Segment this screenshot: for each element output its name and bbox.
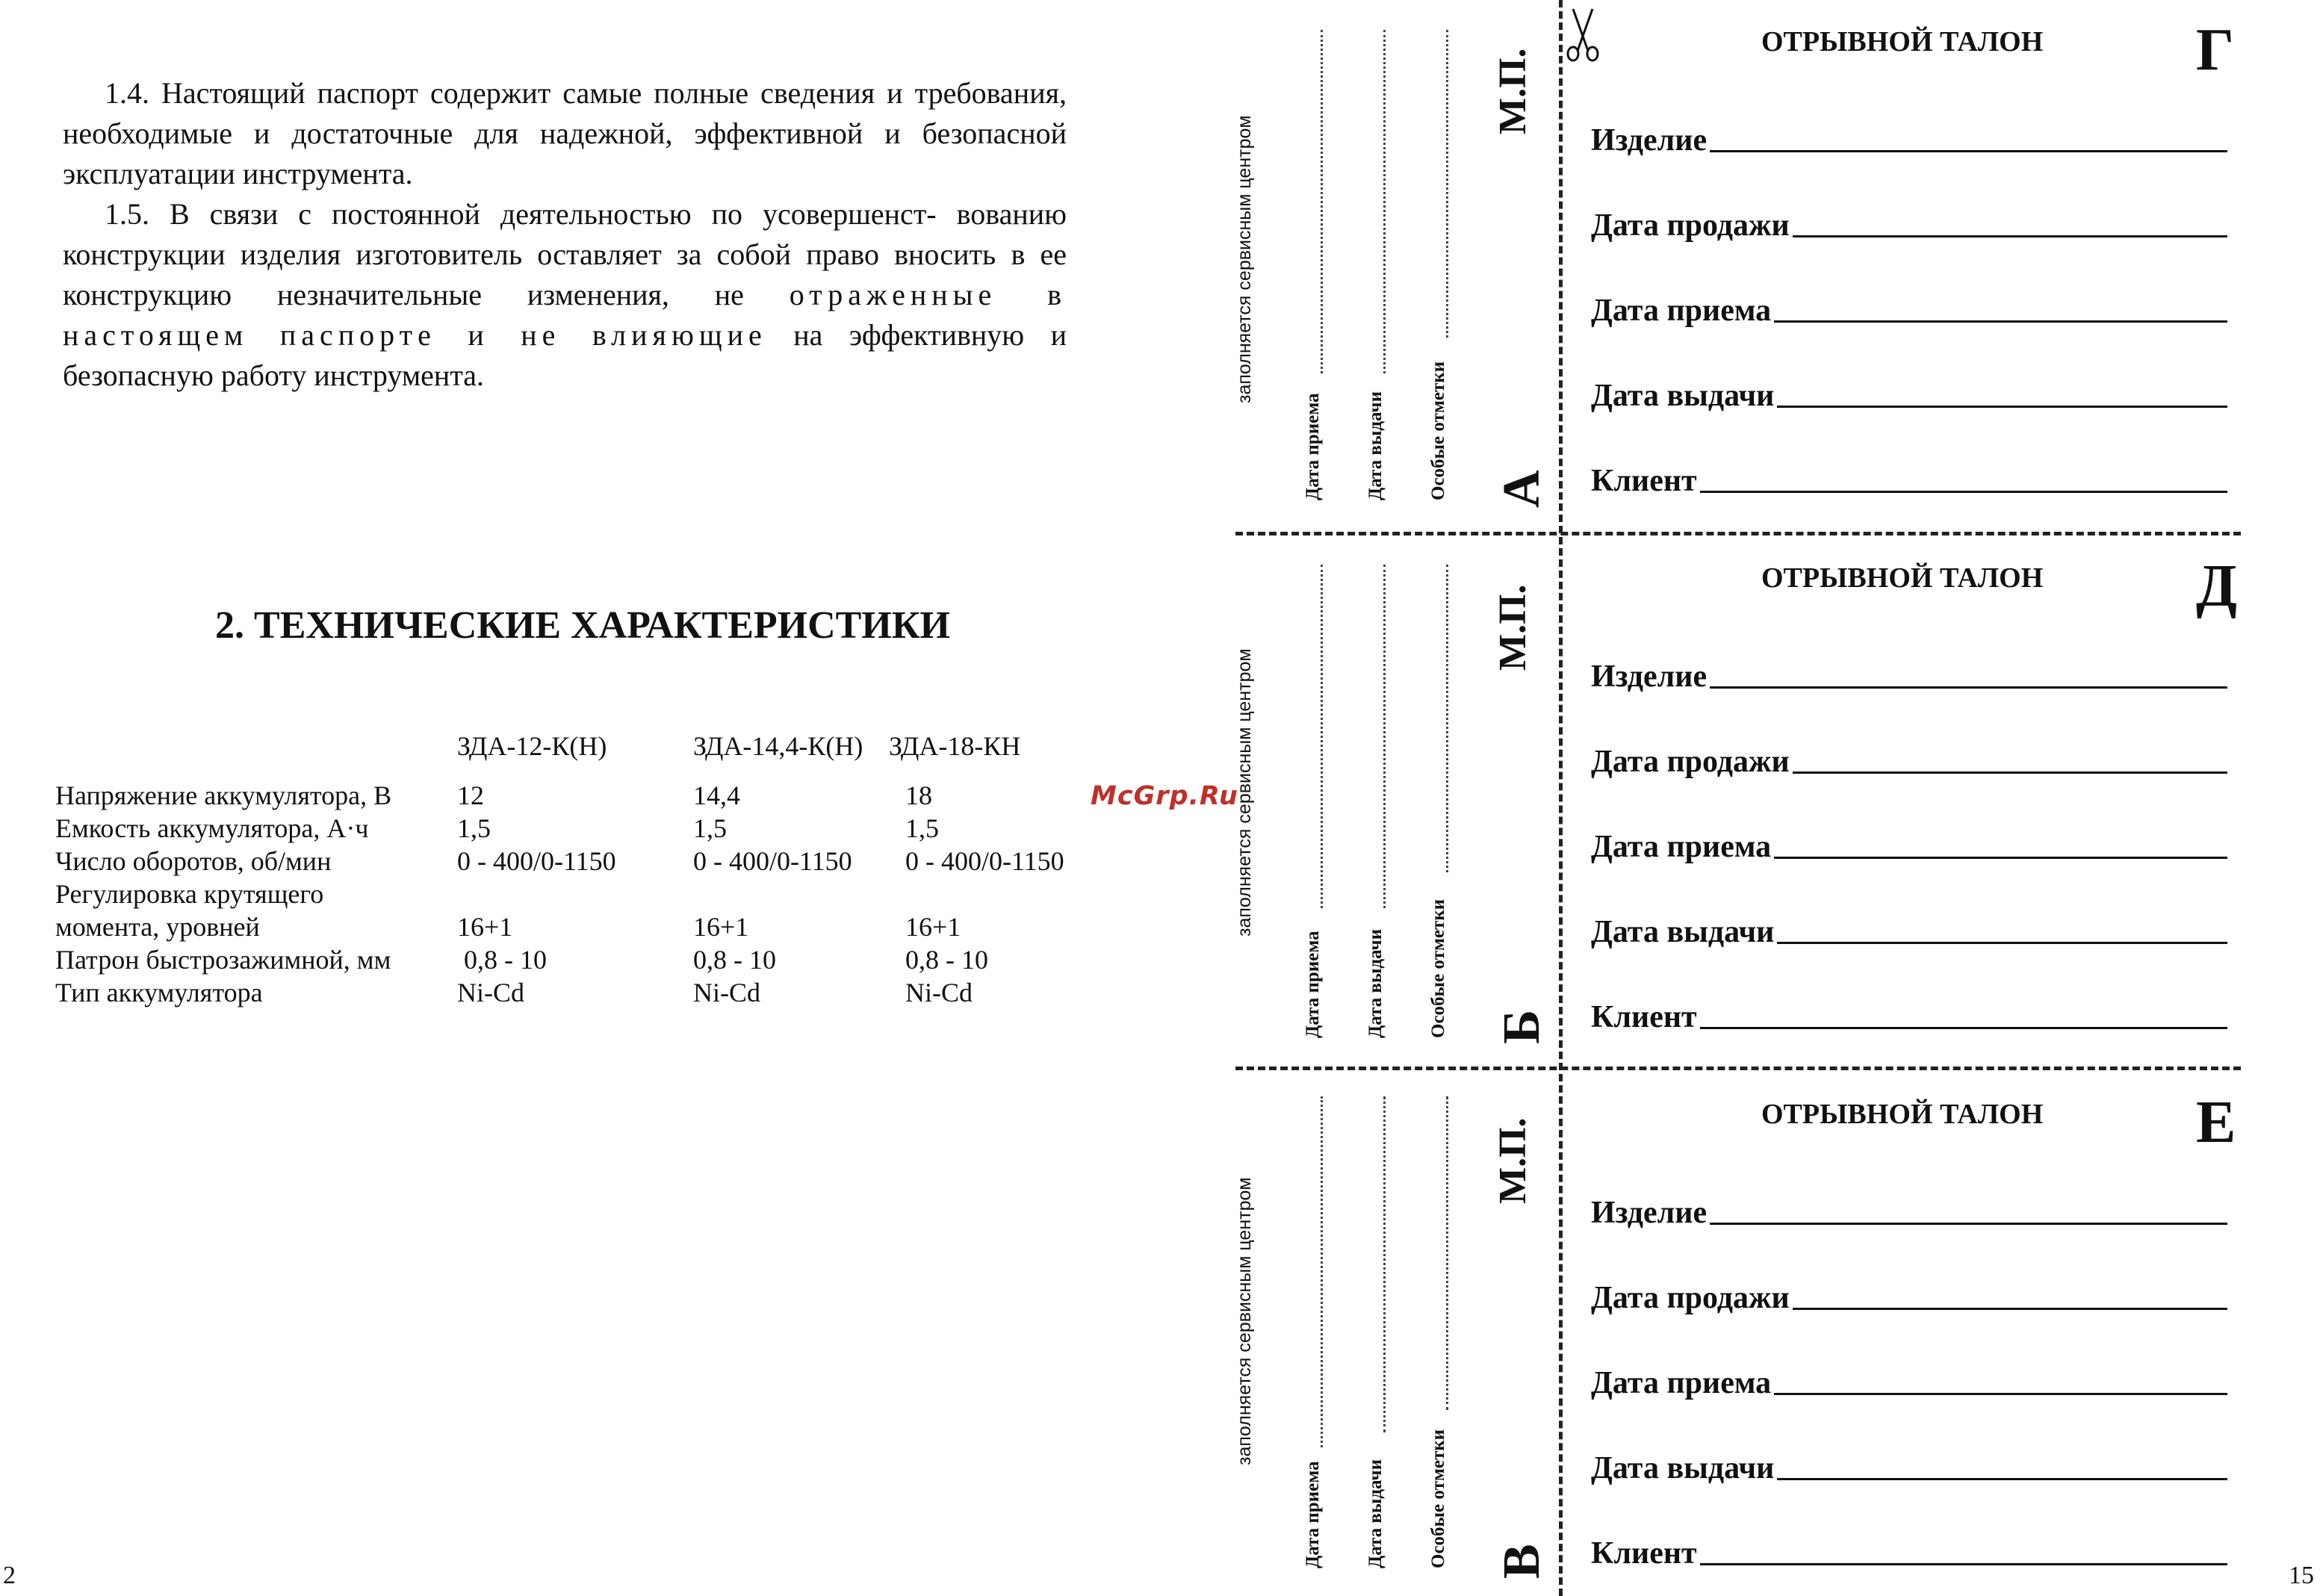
vertical-cut-line [1559,0,1563,1596]
coupon-field-sale-date: Дата продажи [1591,1280,2227,1316]
model-header: ЗДА-14,4-К(Н) [693,731,863,761]
stub-notes: Особые отметки [1428,898,1448,1038]
stub-letter: Б [1493,1009,1551,1044]
spec-label: Регулировка крутящего [55,879,324,909]
stub-notes: Особые отметки [1428,361,1448,500]
stub-issue-date: Дата выдачи [1365,928,1386,1038]
coupon-field-receive-date: Дата приема [1591,1365,2227,1401]
spec-label: Тип аккумулятора [55,978,263,1007]
coupon-field-product: Изделие [1591,122,2227,158]
stub-receive-date: Дата приема [1303,1461,1323,1568]
spec-value: 16+1 [905,912,961,942]
stub-notes: Особые отметки [1428,1429,1448,1568]
stamp-label: М.П. [1492,1117,1534,1204]
horizontal-cut-line [1235,532,2241,535]
spec-value: 16+1 [457,912,513,942]
spec-value: 0,8 - 10 [905,945,988,975]
stub-service-note: заполняется сервисным центром [1234,115,1255,403]
coupon-field-client: Клиент [1591,999,2227,1035]
stamp-label: М.П. [1492,584,1534,671]
spec-value: 0,8 - 10 [693,945,776,975]
spec-value: Ni-Cd [905,978,973,1007]
coupon-letter: Е [2196,1090,2236,1155]
stub-dotted-line [1321,1096,1323,1447]
spec-value: 12 [457,780,484,810]
spec-label: Число оборотов, об/мин [55,846,332,876]
intro-text [63,73,1067,396]
scissors-icon [1563,3,1604,63]
spec-value: 1,5 [905,813,939,843]
stub-service-note: заполняется сервисным центром [1234,1177,1255,1465]
spec-value: Ni-Cd [693,978,760,1007]
coupon-field-sale-date: Дата продажи [1591,744,2227,780]
spec-value: 0 - 400/0-1150 [457,846,616,876]
coupon-field-product: Изделие [1591,659,2227,695]
stub-dotted-line [1383,30,1386,373]
spec-value: 0 - 400/0-1150 [905,846,1064,876]
coupon-field-issue-date: Дата выдачи [1591,1450,2227,1486]
spec-label: Напряжение аккумулятора, В [55,780,392,810]
page-number: 2 [3,1562,16,1589]
watermark: McGrp.Ru [1091,781,1238,811]
coupon-field-issue-date: Дата выдачи [1591,914,2227,950]
coupon-field-issue-date: Дата выдачи [1591,378,2227,414]
spec-value: 1,5 [693,813,727,843]
coupon-field-receive-date: Дата приема [1591,293,2227,329]
model-header: ЗДА-18-КН [889,731,1021,761]
coupon-title: ОТРЫВНОЙ ТАЛОН [1761,1099,2044,1130]
coupon-field-client: Клиент [1591,463,2227,499]
spec-value: 0,8 - 10 [457,945,547,975]
stub-dotted-line [1446,30,1448,338]
spec-label: момента, уровней [55,912,260,942]
section-title: 2. ТЕХНИЧЕСКИЕ ХАРАКТЕРИСТИКИ [215,604,950,647]
coupon-field-receive-date: Дата приема [1591,829,2227,865]
spec-value: 0 - 400/0-1150 [693,846,852,876]
spec-value: 14,4 [693,780,740,810]
stub-issue-date: Дата выдачи [1365,1459,1386,1568]
stub-dotted-line [1383,1096,1386,1432]
stub-issue-date: Дата выдачи [1365,391,1386,500]
spec-value: 1,5 [457,813,491,843]
spec-value: Ni-Cd [457,978,524,1007]
stub-dotted-line [1446,565,1448,872]
coupon-title: ОТРЫВНОЙ ТАЛОН [1761,26,2044,58]
coupon-title: ОТРЫВНОЙ ТАЛОН [1761,562,2044,594]
spec-label: Емкость аккумулятора, А·ч [55,813,369,843]
spec-value: 18 [905,780,932,810]
stub-letter: В [1493,1544,1551,1579]
coupon-field-client: Клиент [1591,1536,2227,1571]
stub-dotted-line [1321,30,1323,373]
stub-receive-date: Дата приема [1303,931,1323,1038]
page-number: 15 [2289,1562,2314,1589]
stub-letter: А [1493,470,1551,508]
paragraph-1-4: 1.4. Настоящий паспорт содержит самые полные сведения и требования, необходимые и достаточные для надежной, эффективной и безопасной эксплуатации инструмента. [63,76,1067,190]
stub-dotted-line [1383,565,1386,908]
coupon-letter: Г [2196,17,2234,83]
coupon-letter: Д [2196,553,2238,619]
coupon-field-product: Изделие [1591,1195,2227,1231]
model-header: ЗДА-12-К(Н) [457,731,607,761]
coupon-field-sale-date: Дата продажи [1591,208,2227,243]
stub-service-note: заполняется сервисным центром [1234,648,1255,937]
horizontal-cut-line [1235,1066,2241,1070]
stub-receive-date: Дата приема [1303,393,1323,500]
spec-label: Патрон быстрозажимной, мм [55,945,391,975]
stamp-label: М.П. [1492,48,1534,134]
spec-value: 16+1 [693,912,749,942]
paragraph-1-5: 1.5. В связи с постоянной деятельностью по усовершенст- вованию конструкции изделия изготовитель оставляет за собой право вносить в ее конструкцию незначительные изменения, не отраженные в настоящем паспорте и не влияющие на эффективную и безопасную работу инструмента. [63,197,1067,392]
stub-dotted-line [1446,1096,1448,1410]
stub-dotted-line [1321,565,1323,908]
